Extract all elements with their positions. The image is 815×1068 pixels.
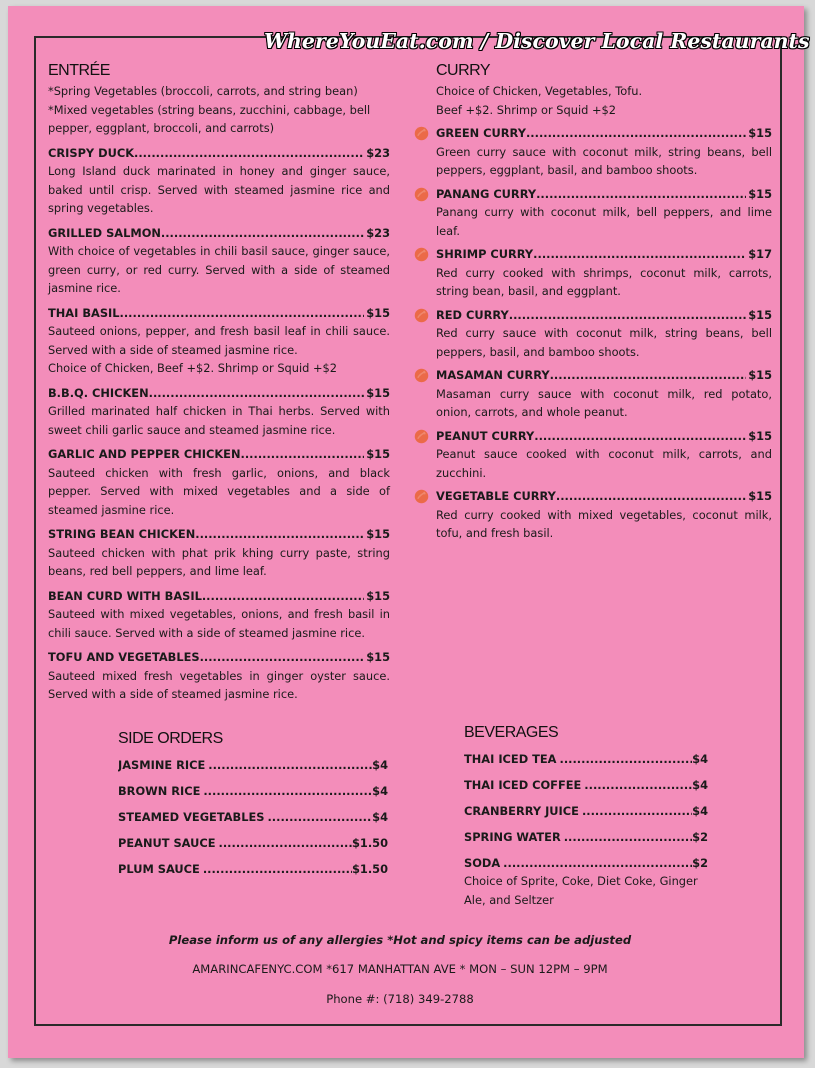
dot-leader bbox=[195, 525, 364, 544]
side-orders-section bbox=[118, 728, 388, 882]
chili-spicy-icon bbox=[414, 368, 429, 383]
entree-title: ENTRÉE bbox=[48, 62, 110, 79]
menu-item bbox=[48, 384, 390, 440]
menu-item-name: RED CURRY bbox=[436, 307, 509, 322]
menu-item-name: B.B.Q. CHICKEN bbox=[48, 385, 149, 400]
menu-item-header bbox=[436, 306, 772, 325]
item-price: $1.50 bbox=[351, 836, 388, 850]
menu-item-header bbox=[48, 384, 390, 403]
side-order-row bbox=[118, 804, 388, 830]
beverage-row bbox=[464, 772, 708, 798]
menu-item-description: Panang curry with coconut milk, bell peppers, and lime leaf. bbox=[436, 205, 772, 238]
menu-item-header bbox=[436, 185, 772, 204]
item-price: $2 bbox=[692, 856, 708, 870]
chili-spicy-icon bbox=[414, 489, 429, 504]
menu-item bbox=[48, 224, 390, 298]
side-order-row bbox=[118, 778, 388, 804]
menu-item-description: Long Island duck marinated in honey and ginger sauce, baked until crisp. Served with steamed jasmine rice and spring vegetables. bbox=[48, 164, 390, 215]
menu-item-price: $15 bbox=[366, 305, 390, 320]
menu-item bbox=[48, 144, 390, 218]
menu-item-description: Peanut sauce cooked with coconut milk, carrots, and zucchini. bbox=[436, 447, 772, 480]
item-name: SPRING WATER bbox=[464, 830, 561, 844]
menu-item-price: $15 bbox=[748, 186, 772, 201]
menu-item-description: Red curry cooked with mixed vegetables, coconut milk, tofu, and fresh basil. bbox=[436, 507, 772, 540]
beverage-row bbox=[464, 824, 708, 850]
dot-leader bbox=[556, 487, 746, 506]
chili-spicy-icon bbox=[414, 126, 429, 141]
item-price: $4 bbox=[692, 778, 708, 792]
item-name: PEANUT SAUCE bbox=[118, 836, 216, 850]
menu-item bbox=[48, 587, 390, 643]
dot-leader bbox=[200, 648, 365, 667]
menu-item bbox=[48, 648, 390, 704]
side-order-row bbox=[118, 830, 388, 856]
menu-item-description: Red curry sauce with coconut milk, string beans, bell peppers, basil, and bamboo shoots. bbox=[436, 326, 772, 359]
dot-leader bbox=[216, 830, 352, 856]
curry-title: CURRY bbox=[436, 62, 491, 79]
menu-item-name: BEAN CURD WITH BASIL bbox=[48, 588, 202, 603]
entree-note: *Spring Vegetables (broccoli, carrots, and string bean) bbox=[48, 84, 358, 98]
side-orders-title: SIDE ORDERS bbox=[118, 730, 223, 747]
item-price: $4 bbox=[372, 810, 388, 824]
chili-spicy-icon bbox=[414, 187, 429, 202]
menu-item-description: Sauteed mixed fresh vegetables in ginger oyster sauce. Served with a side of steamed jasmine rice. bbox=[48, 668, 390, 701]
menu-item-description: Sauteed chicken with fresh garlic, onions, and black pepper. Served with mixed vegetables and a side of steamed jasmine rice. bbox=[48, 465, 390, 517]
dot-leader bbox=[534, 427, 746, 446]
dot-leader bbox=[526, 124, 746, 143]
menu-item-name: THAI BASIL bbox=[48, 305, 120, 320]
menu-item-description: Sauteed onions, pepper, and fresh basil leaf in chili sauce. Served with a side of steamed jasmine rice. bbox=[48, 324, 390, 357]
item-name: PLUM SAUCE bbox=[118, 862, 200, 876]
menu-item-price: $15 bbox=[366, 588, 390, 603]
menu-item-header bbox=[48, 144, 390, 163]
dot-leader bbox=[536, 185, 746, 204]
menu-item-price: $15 bbox=[748, 489, 772, 503]
menu-item-header bbox=[48, 445, 390, 464]
item-name: THAI ICED TEA bbox=[464, 752, 557, 766]
menu-item-name: TOFU AND VEGETABLES bbox=[48, 650, 200, 664]
menu-item bbox=[436, 366, 772, 422]
menu-item-header bbox=[48, 224, 390, 243]
menu-item-price: $15 bbox=[748, 126, 772, 140]
phone-line: Phone #: (718) 349-2788 bbox=[326, 992, 474, 1006]
item-price: $4 bbox=[372, 784, 388, 798]
menu-item-price: $23 bbox=[366, 145, 390, 160]
item-price: $4 bbox=[692, 804, 708, 818]
menu-item-name: GREEN CURRY bbox=[436, 126, 526, 140]
menu-item-header bbox=[48, 304, 390, 323]
menu-item-name: MASAMAN CURRY bbox=[436, 368, 550, 382]
menu-item bbox=[48, 445, 390, 519]
curry-note: Choice of Chicken, Vegetables, Tofu. bbox=[436, 84, 643, 98]
menu-item-name: GRILLED SALMON bbox=[48, 225, 161, 240]
beverage-row bbox=[464, 746, 708, 772]
beverages-section bbox=[464, 722, 708, 910]
dot-leader bbox=[550, 366, 747, 385]
item-name: BROWN RICE bbox=[118, 784, 201, 798]
dot-leader bbox=[561, 824, 692, 850]
menu-item-description: Grilled marinated half chicken in Thai herbs. Served with sweet chili garlic sauce and steamed jasmine rice. bbox=[48, 404, 390, 437]
item-price: $4 bbox=[692, 752, 708, 766]
item-price: $1.50 bbox=[351, 862, 388, 876]
menu-item-price: $15 bbox=[366, 447, 390, 461]
dot-leader bbox=[264, 804, 372, 830]
menu-item-price: $17 bbox=[748, 247, 772, 261]
menu-item-price: $15 bbox=[748, 307, 772, 322]
menu-item-header bbox=[436, 245, 772, 264]
menu-item-description: Red curry cooked with shrimps, coconut milk, carrots, string bean, basil, and eggplant. bbox=[436, 265, 772, 298]
curry-section bbox=[436, 60, 772, 543]
address-line: AMARINCAFENYC.COM *617 MANHATTAN AVE * MON – SUN 12PM – 9PM bbox=[192, 962, 608, 976]
entree-note: *Mixed vegetables (string beans, zucchini, cabbage, bell pepper, eggplant, broccoli, and carrots) bbox=[48, 102, 371, 135]
dot-leader bbox=[557, 746, 693, 772]
chili-spicy-icon bbox=[414, 308, 429, 323]
dot-leader bbox=[134, 144, 364, 163]
item-name: STEAMED VEGETABLES bbox=[118, 810, 265, 824]
dot-leader bbox=[161, 224, 364, 243]
menu-item-header bbox=[48, 648, 390, 667]
menu-item-name: VEGETABLE CURRY bbox=[436, 489, 556, 503]
menu-item bbox=[436, 487, 772, 543]
menu-item bbox=[436, 124, 772, 180]
menu-item bbox=[48, 304, 390, 378]
menu-item-description: Masaman curry sauce with coconut milk, red potato, onion, carrots, and whole peanut. bbox=[436, 386, 772, 419]
item-price: $2 bbox=[692, 830, 708, 844]
menu-item-name: SHRIMP CURRY bbox=[436, 247, 534, 261]
beverages-title: BEVERAGES bbox=[464, 724, 559, 741]
menu-item-header bbox=[436, 427, 772, 446]
menu-item-price: $15 bbox=[366, 385, 390, 400]
menu-item-name: GARLIC AND PEPPER CHICKEN bbox=[48, 447, 241, 461]
menu-item-price: $15 bbox=[748, 368, 772, 382]
dot-leader bbox=[200, 856, 352, 882]
dot-leader bbox=[509, 306, 746, 325]
chili-spicy-icon bbox=[414, 429, 429, 444]
menu-item bbox=[436, 245, 772, 301]
menu-item-header bbox=[436, 124, 772, 143]
menu-item-name: PEANUT CURRY bbox=[436, 428, 535, 443]
menu-item bbox=[436, 185, 772, 241]
curry-note: Beef +$2. Shrimp or Squid +$2 bbox=[436, 102, 616, 117]
item-name: JASMINE RICE bbox=[118, 758, 206, 772]
menu-item-extra: Choice of Chicken, Beef +$2. Shrimp or Squid +$2 bbox=[48, 361, 338, 375]
side-order-row bbox=[118, 856, 388, 882]
menu-item-price: $15 bbox=[748, 428, 772, 443]
item-name: SODA bbox=[464, 856, 501, 870]
dot-leader bbox=[200, 778, 372, 804]
dot-leader bbox=[581, 772, 692, 798]
dot-leader bbox=[533, 245, 746, 264]
menu-item bbox=[436, 306, 772, 362]
menu-item-price: $15 bbox=[366, 650, 390, 664]
side-order-row bbox=[118, 752, 388, 778]
menu-item bbox=[48, 525, 390, 581]
watermark-text: WhereYouEat.com / Discover Local Restaurants bbox=[264, 29, 810, 53]
menu-item-header bbox=[436, 487, 772, 506]
item-name: THAI ICED COFFEE bbox=[464, 778, 582, 792]
menu-item-price: $15 bbox=[366, 527, 390, 541]
dot-leader bbox=[205, 752, 372, 778]
menu-item-header bbox=[436, 366, 772, 385]
dot-leader bbox=[202, 587, 364, 606]
menu-item-description: Sauteed chicken with phat prik khing curry paste, string beans, red bell peppers, and lime leaf. bbox=[48, 545, 390, 578]
menu-item-price: $23 bbox=[366, 225, 390, 240]
entree-section bbox=[48, 60, 390, 704]
menu-item-description: Sauteed with mixed vegetables, onions, and fresh basil in chili sauce. Served with a side of steamed jasmine rice. bbox=[48, 607, 390, 640]
menu-item-description: With choice of vegetables in chili basil sauce, ginger sauce, green curry, or red curry. Served with a side of steamed jasmine rice. bbox=[48, 244, 390, 295]
menu-item-header bbox=[48, 525, 390, 544]
menu-item-description: Green curry sauce with coconut milk, string beans, bell peppers, eggplant, basil, and bamboo shoots. bbox=[436, 144, 772, 177]
beverage-row bbox=[464, 798, 708, 824]
menu-item-header bbox=[48, 587, 390, 606]
item-name: CRANBERRY JUICE bbox=[464, 804, 579, 818]
menu-item-name: PANANG CURRY bbox=[436, 186, 537, 201]
allergy-notice: Please inform us of any allergies *Hot and spicy items can be adjusted bbox=[168, 933, 632, 947]
menu-item-name: STRING BEAN CHICKEN bbox=[48, 527, 196, 541]
dot-leader bbox=[241, 445, 365, 464]
menu-item-name: CRISPY DUCK bbox=[48, 145, 135, 160]
dot-leader bbox=[120, 304, 365, 323]
dot-leader bbox=[149, 384, 365, 403]
dot-leader bbox=[579, 798, 692, 824]
menu-item bbox=[436, 427, 772, 483]
item-price: $4 bbox=[372, 758, 388, 772]
soda-note: Choice of Sprite, Coke, Diet Coke, Ginger Ale, and Seltzer bbox=[464, 874, 698, 907]
chili-spicy-icon bbox=[414, 247, 429, 262]
